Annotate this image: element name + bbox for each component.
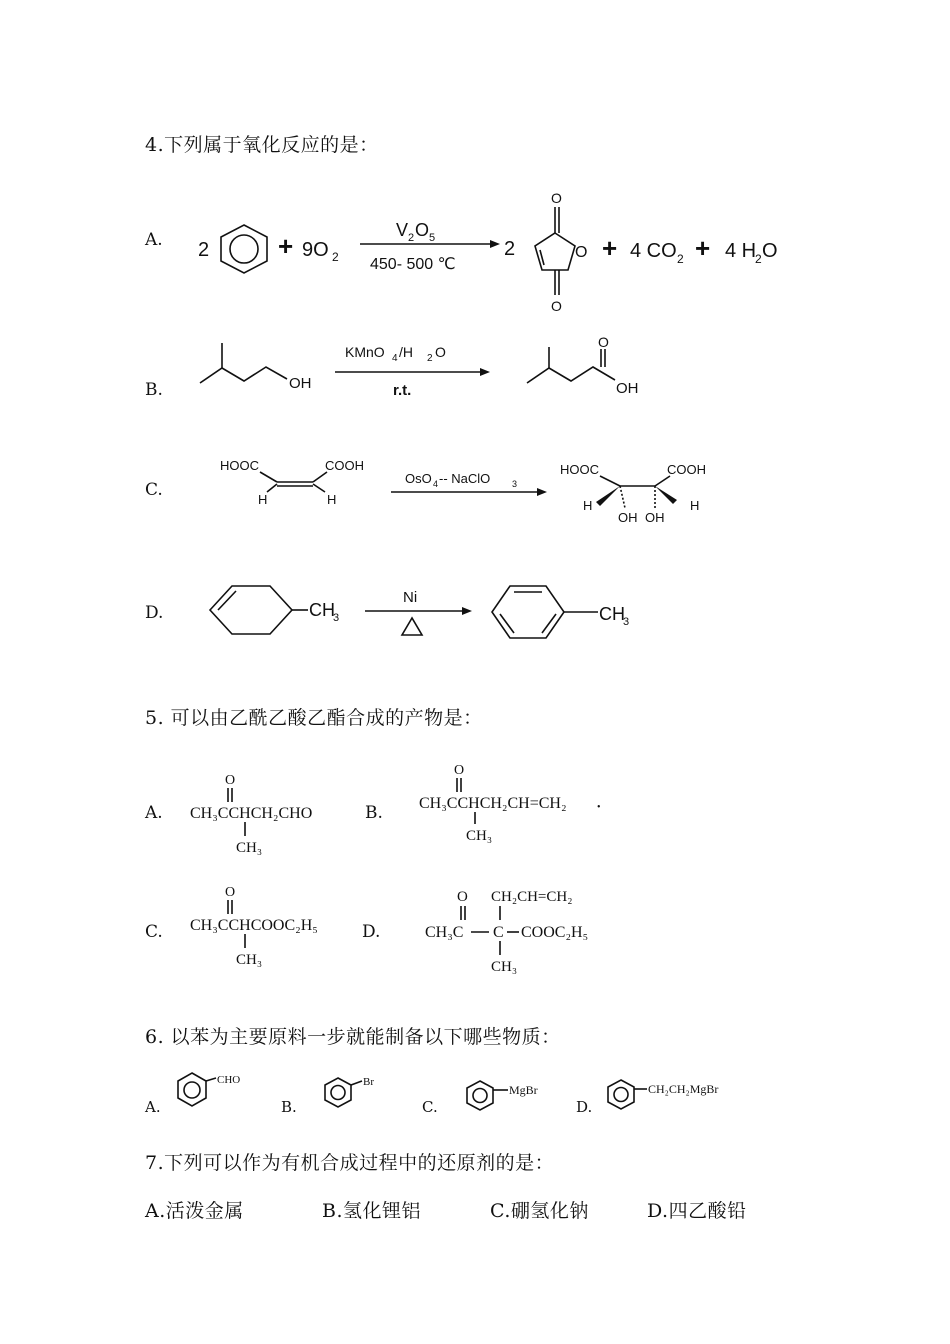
q7-option-a: A.活泼金属 <box>145 1200 244 1222</box>
q4b-product-o: O <box>598 334 609 350</box>
methylcyclohexene-ring-icon <box>210 586 292 634</box>
q5-option-a-label: A. <box>145 803 163 823</box>
q4c-product-oh-left: OH <box>618 510 638 525</box>
q4c-reagent: OsO <box>405 471 432 486</box>
q5d-o: O <box>457 889 468 905</box>
q5d-right: COOC₂H₅ <box>521 924 589 941</box>
q4a-reagent: V <box>396 220 409 240</box>
heat-triangle-icon <box>402 618 422 635</box>
q5a-main: CH₃CCHCH₂CHO <box>190 805 313 822</box>
question-5-title: 5. 可以由乙酰乙酸乙酯合成的产物是： <box>145 707 483 729</box>
q6-option-c-label: C. <box>422 1098 438 1116</box>
q7-option-b: B.氢化锂铝 <box>322 1200 422 1222</box>
toluene-ring-icon <box>492 586 564 638</box>
q5d-bottom: CH₃ <box>491 959 518 975</box>
svg-text:2: 2 <box>408 232 415 244</box>
q4a-ring-o-top: O <box>551 190 562 206</box>
q4b-reagent-o: O <box>435 344 446 360</box>
isopentanol-skeleton <box>200 367 287 383</box>
q5-option-d-structure <box>423 885 623 975</box>
q4-option-c-reaction <box>215 450 735 530</box>
q5-option-c-label: C. <box>145 922 163 942</box>
q4c-product-oh-right: OH <box>645 510 665 525</box>
q6b-group: Br <box>363 1076 374 1088</box>
q4-option-d-label: D. <box>145 603 164 623</box>
q4d-product-ch3: CH <box>599 604 625 624</box>
q4b-product-oh: OH <box>616 380 639 397</box>
benzene-ring-icon <box>178 1073 206 1106</box>
q5d-left: CH₃C <box>425 924 464 941</box>
q5-option-c-structure <box>188 882 358 972</box>
q4a-coef-2b: 2 <box>504 238 516 260</box>
q6c-group: MgBr <box>509 1083 538 1097</box>
svg-text:2: 2 <box>332 250 339 264</box>
q6-option-c-structure <box>462 1078 562 1118</box>
svg-text:2: 2 <box>427 353 433 364</box>
svg-text:4: 4 <box>433 479 439 489</box>
svg-text:4: 4 <box>392 353 398 364</box>
q4b-reagent: KMnO <box>345 344 385 360</box>
q5a-o: O <box>225 773 236 788</box>
q4d-reagent: Ni <box>403 589 418 606</box>
svg-text:5: 5 <box>429 232 436 244</box>
q7-option-d: D.四乙酸铅 <box>647 1200 747 1222</box>
q4a-plus-2: + <box>602 233 618 263</box>
q4b-reagent-tail: /H <box>399 344 413 360</box>
q4-option-b-label: B. <box>145 380 163 400</box>
q6-option-d-label: D. <box>576 1098 593 1116</box>
q4c-reagent-tail: -- NaClO <box>439 471 491 486</box>
q6-option-a-structure <box>170 1070 260 1120</box>
q4c-product-hooc: HOOC <box>560 462 599 477</box>
q4-option-c-label: C. <box>145 480 163 500</box>
q4b-condition: r.t. <box>393 382 412 399</box>
q4-option-b-reaction <box>195 335 695 415</box>
q5b-main: CH₃CCHCH₂CH=CH₂ <box>419 795 567 812</box>
question-4-title: 4.下列属于氧化反应的是： <box>145 134 379 156</box>
q5c-sub: CH₃ <box>236 952 263 968</box>
q4a-condition: 450- 500 ℃ <box>370 256 456 273</box>
q4a-reagent-o: O <box>415 220 430 240</box>
q4b-oh: OH <box>289 375 312 392</box>
q6d-group: CH₂CH₂MgBr <box>648 1082 719 1096</box>
q4c-h-left: H <box>258 492 268 507</box>
q5-option-d-label: D. <box>362 922 381 942</box>
q4d-ch3: CH <box>309 600 335 620</box>
question-7-title: 7.下列可以作为有机合成过程中的还原剂的是： <box>145 1152 555 1174</box>
q4a-coef-2: 2 <box>198 239 210 261</box>
q4c-product-h-left: H <box>583 498 593 513</box>
benzene-ring-icon <box>467 1081 493 1110</box>
q4a-co2: 4 CO <box>630 240 677 262</box>
q5c-main: CH₃CCHCOOC₂H₅ <box>190 917 318 934</box>
q4a-plus-3: + <box>695 233 711 263</box>
q5c-o: O <box>225 885 236 900</box>
svg-text:3: 3 <box>512 479 518 489</box>
q6-option-b-structure <box>320 1075 400 1115</box>
q6-option-a-label: A. <box>145 1098 161 1116</box>
isovaleric-acid-skeleton <box>527 367 615 383</box>
q5a-sub: CH₃ <box>236 840 263 856</box>
svg-text:3: 3 <box>623 616 630 628</box>
q5d-center: C <box>493 924 504 941</box>
question-6-title: 6. 以苯为主要原料一步就能制备以下哪些物质： <box>145 1026 561 1048</box>
q5-option-a-structure <box>188 770 358 865</box>
q5b-sub: CH₃ <box>466 828 493 844</box>
q4a-o2: 9O <box>302 239 329 261</box>
q4-option-d-reaction <box>200 570 680 660</box>
q5-option-b-structure <box>417 760 617 850</box>
q4-option-a-reaction <box>190 185 810 325</box>
svg-text:2: 2 <box>677 252 684 266</box>
benzene-ring-icon <box>325 1078 351 1107</box>
q4c-product-h-right: H <box>690 498 700 513</box>
q4c-product-cooh: COOH <box>667 462 706 477</box>
q6-option-b-label: B. <box>281 1098 297 1116</box>
q4a-h2o: 4 H <box>725 240 757 262</box>
q4c-hooc: HOOC <box>220 458 259 473</box>
q4c-cooh: COOH <box>325 458 364 473</box>
svg-text:2: 2 <box>755 252 762 266</box>
q6a-group: CHO <box>217 1074 241 1086</box>
q4-option-a-label: A. <box>145 230 163 250</box>
svg-text:3: 3 <box>333 612 340 624</box>
q4c-h-right: H <box>327 492 337 507</box>
q5b-o: O <box>454 763 465 778</box>
q5b-dot: • <box>597 802 601 813</box>
benzene-ring-icon <box>221 225 267 273</box>
q5d-top: CH₂CH=CH₂ <box>491 889 573 905</box>
q4a-h2o-o: O <box>762 240 778 262</box>
q4a-ring-o-bottom: O <box>551 298 562 314</box>
q5-option-b-label: B. <box>365 803 383 823</box>
q4a-ring-o-right: O <box>575 244 588 261</box>
benzene-ring-icon <box>608 1080 634 1109</box>
q7-option-c: C.硼氢化钠 <box>490 1200 589 1222</box>
q4a-plus-1: + <box>278 231 294 261</box>
maleic-anhydride-structure <box>535 207 575 295</box>
q6-option-d-structure <box>603 1077 753 1117</box>
